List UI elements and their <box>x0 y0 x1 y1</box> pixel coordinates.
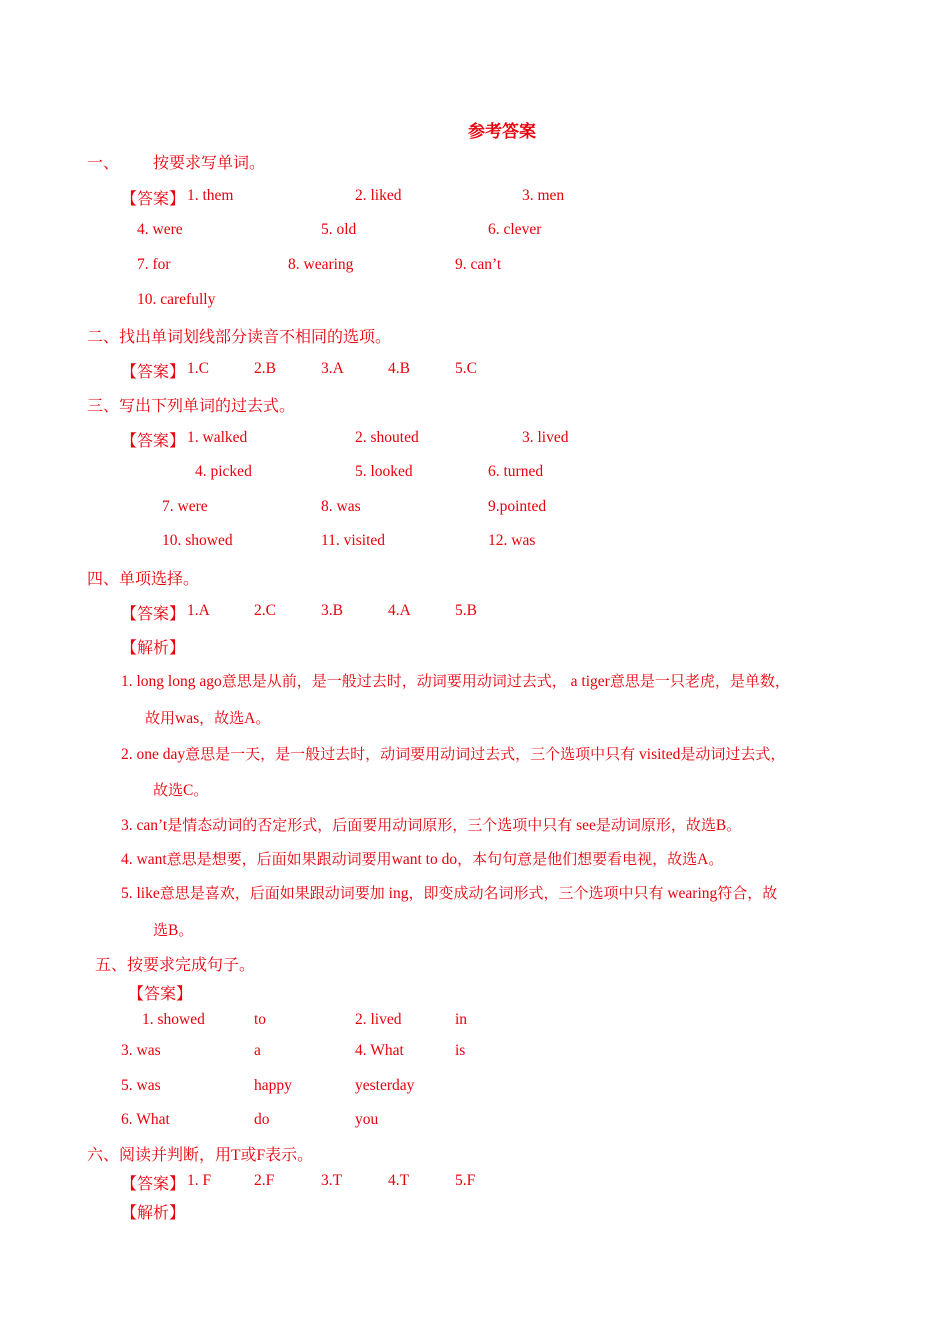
analysis-item-2-continued: 故选C。 <box>153 781 209 799</box>
s1-item: 7. for <box>137 256 171 273</box>
s5-cell: to <box>254 1011 267 1028</box>
s3-item: 6. turned <box>488 463 544 480</box>
s4-item: 1.A <box>187 602 210 619</box>
s3-item: 12. was <box>488 532 536 549</box>
s1-item: 9. can’t <box>455 256 502 273</box>
analysis-label: 【解析】 <box>121 1203 186 1222</box>
s2-item: 2.B <box>254 360 276 377</box>
answer-label: 【答案】 <box>121 362 186 381</box>
s4-item: 3.B <box>321 602 343 619</box>
s1-item: 6. clever <box>488 221 542 238</box>
s6-item: 4.T <box>388 1172 410 1189</box>
s1-item: 4. were <box>137 221 183 238</box>
analysis-item-4: 4. want意思是想要，后面如果跟动词要用want to do，本句句意是他们想要看电视，故选A。 <box>121 850 724 868</box>
s3-item: 2. shouted <box>355 429 419 446</box>
s3-item: 1. walked <box>187 429 248 446</box>
s2-item: 1.C <box>187 360 209 377</box>
answer-label: 【答案】 <box>121 189 186 208</box>
s1-item: 10. carefully <box>137 291 216 308</box>
s5-cell: happy <box>254 1077 292 1094</box>
s5-cell: 6. What <box>121 1111 170 1128</box>
s3-item: 10. showed <box>162 532 233 549</box>
analysis-num: 1. <box>121 673 133 690</box>
s5-cell: 3. was <box>121 1042 161 1059</box>
s1-item: 1. them <box>187 187 234 204</box>
s5-cell: in <box>455 1011 468 1028</box>
s2-item: 4.B <box>388 360 410 377</box>
s5-cell: 2. lived <box>355 1011 402 1028</box>
s6-item: 2.F <box>254 1172 275 1189</box>
s5-cell: a <box>254 1042 261 1059</box>
s5-cell: 5. was <box>121 1077 161 1094</box>
s2-item: 5.C <box>455 360 477 377</box>
answer-label: 【答案】 <box>121 431 186 450</box>
analysis-item-2: 2. one day意思是一天，是一般过去时，动词要用动词过去式，三个选项中只有 visited是动词过去式， <box>121 745 786 763</box>
section-5-heading: 五、按要求完成句子。 <box>95 955 256 974</box>
section-1-number: 一、 <box>87 153 120 172</box>
s3-item: 11. visited <box>321 532 386 549</box>
s5-cell: 1. showed <box>142 1011 205 1028</box>
s3-item: 5. looked <box>355 463 413 480</box>
s3-item: 7. were <box>162 498 208 515</box>
s1-item: 5. old <box>321 221 357 238</box>
s6-item: 1. F <box>187 1172 212 1189</box>
s1-item: 8. wearing <box>288 256 354 273</box>
analysis-num: 5. <box>121 885 133 902</box>
analysis-item-3: 3. can’t是情态动词的否定形式，后面要用动词原形，三个选项中只有 see是动词原形，故选B。 <box>121 816 742 834</box>
analysis-num: 2. <box>121 746 133 763</box>
s4-item: 5.B <box>455 602 477 619</box>
s3-item: 8. was <box>321 498 361 515</box>
s5-cell: do <box>254 1111 270 1128</box>
s4-item: 4.A <box>388 602 411 619</box>
s5-cell: you <box>355 1111 379 1128</box>
section-3-heading: 三、写出下列单词的过去式。 <box>87 396 296 415</box>
section-4-heading: 四、单项选择。 <box>87 569 200 588</box>
s5-cell: yesterday <box>355 1077 415 1094</box>
answer-label: 【答案】 <box>121 1174 186 1193</box>
s1-item: 3. men <box>522 187 565 204</box>
section-2-heading: 二、找出单词划线部分读音不相同的选项。 <box>87 327 392 346</box>
s3-item: 3. lived <box>522 429 569 446</box>
s3-item: 4. picked <box>195 463 252 480</box>
section-1-heading: 按要求写单词。 <box>153 153 266 172</box>
analysis-label: 【解析】 <box>121 638 186 657</box>
page-title: 参考答案 <box>468 122 536 142</box>
answer-label: 【答案】 <box>128 984 193 1003</box>
analysis-num: 4. <box>121 851 133 868</box>
s5-cell: 4. What <box>355 1042 404 1059</box>
section-6-heading: 六、阅读并判断，用T或F表示。 <box>87 1145 314 1164</box>
s2-item: 3.A <box>321 360 344 377</box>
analysis-num: 3. <box>121 817 133 834</box>
analysis-item-5: 5. like意思是喜欢，后面如果跟动词要加 ing，即变成动名词形式，三个选项中只有 wearing符合，故 <box>121 884 778 902</box>
s6-item: 3.T <box>321 1172 343 1189</box>
s5-cell: is <box>455 1042 466 1059</box>
answer-label: 【答案】 <box>121 604 186 623</box>
s3-item: 9.pointed <box>488 498 547 515</box>
analysis-item-1-continued: 故用was，故选A。 <box>145 709 271 727</box>
analysis-item-5-continued: 选B。 <box>153 921 194 939</box>
s6-item: 5.F <box>455 1172 476 1189</box>
analysis-item-1: 1. long long ago意思是从前，是一般过去时，动词要用动词过去式， a tiger意思是一只老虎，是单数， <box>121 672 790 690</box>
s1-item: 2. liked <box>355 187 402 204</box>
s4-item: 2.C <box>254 602 276 619</box>
